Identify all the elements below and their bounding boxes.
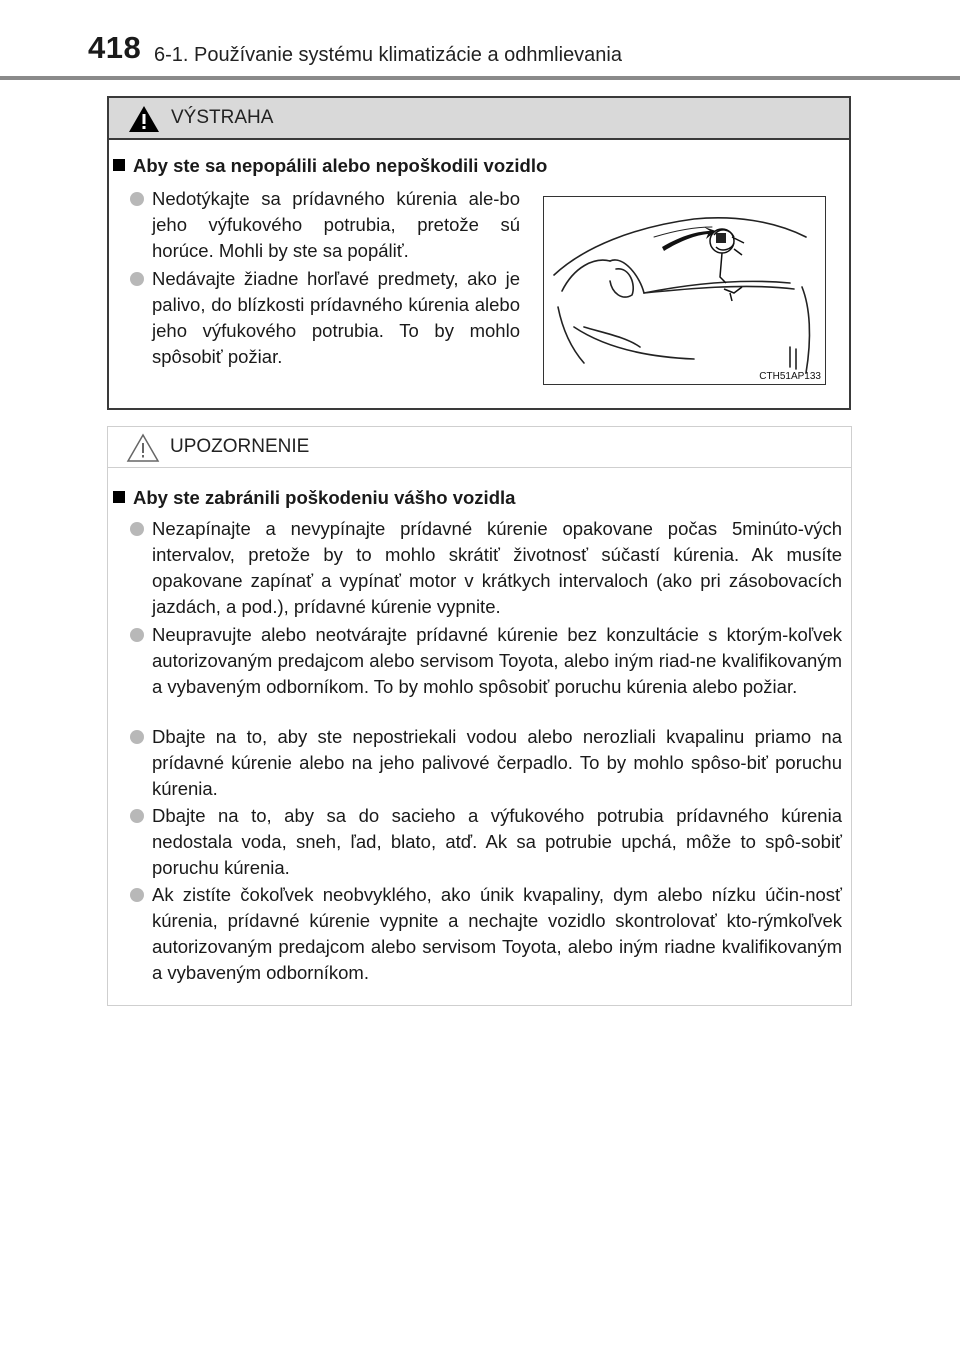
caution-triangle-icon (126, 433, 160, 463)
caution-bullet: Dbajte na to, aby sa do sacieho a výfukového potrubia prídavného kúrenia nedostala voda, sneh, ľad, blato, atď. Ak sa potrubie upchá, môže to spô-sobiť poruchu kúrenia. (130, 803, 842, 881)
square-bullet-icon (113, 159, 125, 171)
caution-bullet: Neupravujte alebo neotvárajte prídavné kúrenie bez konzultácie s ktorým-koľvek autorizovaným predajcom alebo servisom Toyota, alebo iným riad-ne kvalifikovaným a vybaveným odborníkom. To by mohlo spôsobiť poruchu kúrenia alebo požiar. (130, 622, 842, 700)
warning-heading: Aby ste sa nepopálili alebo nepoškodili vozidlo (113, 155, 547, 177)
warning-header (109, 98, 849, 140)
caution-heading: Aby ste zabránili poškodeniu vášho vozidla (113, 487, 515, 509)
header-rule (0, 76, 960, 80)
page-number: 418 (88, 30, 142, 65)
caution-bullet: Nezapínajte a nevypínajte prídavné kúrenie opakovane počas 5minúto-vých intervalov, pretože by to mohlo skrátiť životnosť súčastí kúrenia. Ak musíte opakovane zapínať a vypínať motor v krátkych intervaloch (ako pri zásobovacích jazdách, a pod.), prídavné kúrenie vypnite. (130, 516, 842, 620)
heater-location-figure (543, 196, 826, 385)
bullet-dot-icon (130, 809, 144, 823)
bullet-dot-icon (130, 272, 144, 286)
warning-bullet: Nedávajte žiadne horľavé predmety, ako je palivo, do blízkosti prídavného kúrenia alebo jeho výfukového potrubia. To by mohlo spôsobiť požiar. (130, 266, 520, 370)
caution-bullet: Dbajte na to, aby ste nepostriekali vodou alebo nerozliali kvapalinu priamo na prídavné kúrenie alebo na jeho palivové čerpadlo. To by mohlo spôso-biť poruchu kúrenia. (130, 724, 842, 802)
bullet-dot-icon (130, 628, 144, 642)
bullet-dot-icon (130, 522, 144, 536)
caution-label: UPOZORNENIE (170, 436, 310, 457)
square-bullet-icon (113, 491, 125, 503)
page-header (0, 0, 960, 84)
bullet-dot-icon (130, 730, 144, 744)
caution-bullet: Ak zistíte čokoľvek neobvyklého, ako únik kvapaliny, dym alebo nízku účin-nosť kúrenia, prídavné kúrenie vypnite a nechajte vozidlo skontrolovať kto-rýmkoľvek autorizovaným predajcom alebo servisom Toyota, alebo iným riadne kvalifikovaným a vybaveným odborníkom. (130, 882, 842, 986)
warning-label: VÝSTRAHA (171, 107, 274, 128)
figure-code: CTH51AP133 (759, 371, 821, 382)
bullet-dot-icon (130, 192, 144, 206)
car-front-illustration (544, 197, 824, 383)
warning-triangle-icon (127, 104, 161, 134)
bullet-dot-icon (130, 888, 144, 902)
warning-bullet: Nedotýkajte sa prídavného kúrenia ale-bo jeho výfukového potrubia, pretože sú horúce. Mohli by ste sa popáliť. (130, 186, 520, 264)
section-title: 6-1. Používanie systému klimatizácie a odhmlievania (154, 44, 622, 66)
caution-header (108, 427, 851, 468)
